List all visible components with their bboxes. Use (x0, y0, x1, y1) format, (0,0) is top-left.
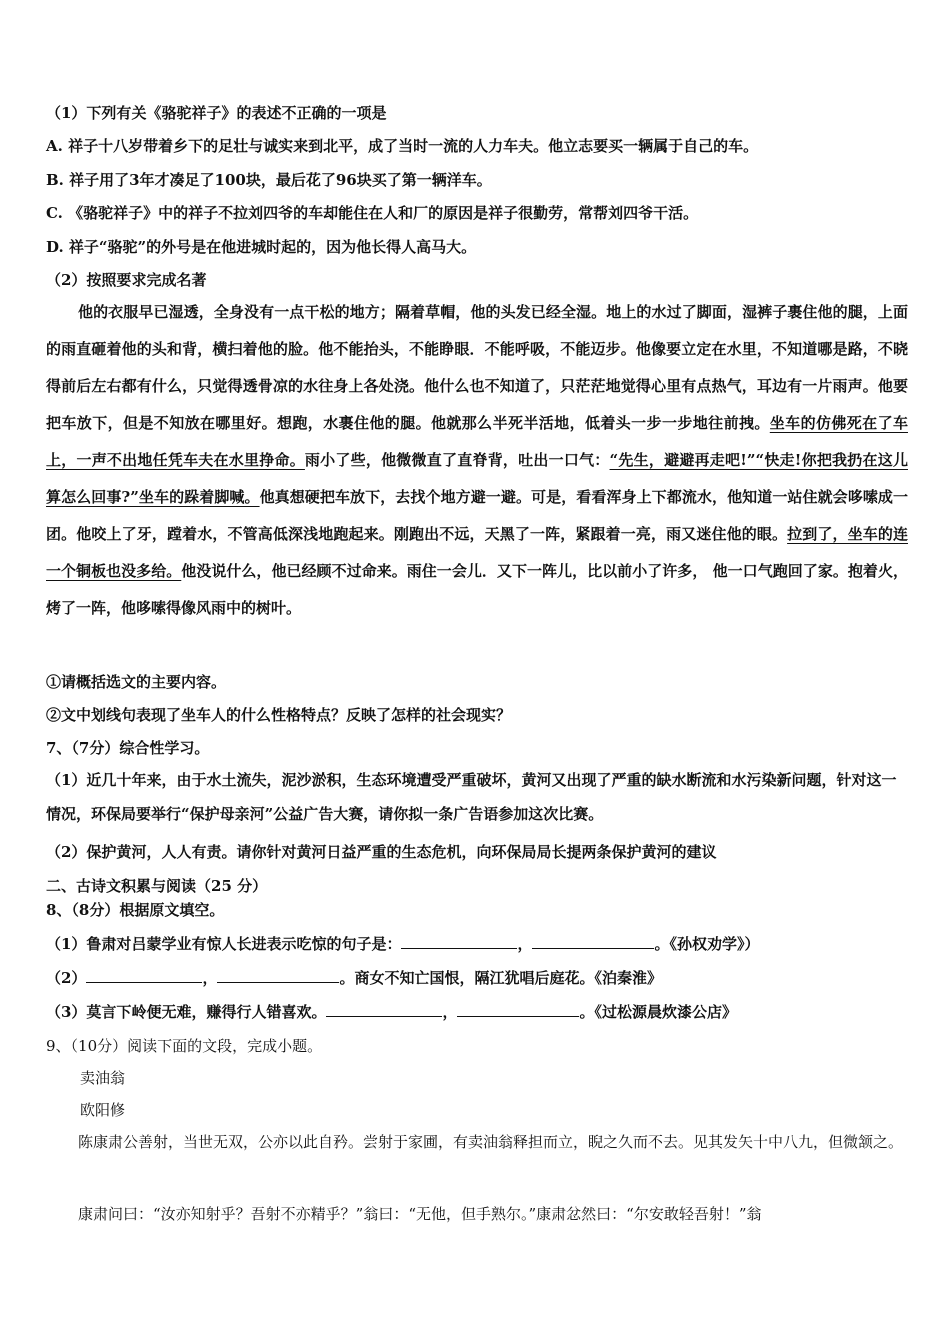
classical-text-author: 欧阳修 (80, 1101, 126, 1119)
answer-blank[interactable] (457, 1001, 579, 1017)
passage-text: 他的衣服早已湿透，全身没有一点干松的地方；隔着草帽，他的头发已经全湿。地上的水过了脚面，湿裤子裹住他的腿，上面的雨直砸着他的头和背，横扫着他的脸。他不能抬头，不能睁眼．不能呼吸，不能迈步。他像要立定在水里，不知道哪是路，不晓得前后左右都有什么，只觉得透骨凉的水往身上各处浇。他什么也不知道了，只茫茫地觉得心里有点热气，耳边有一片雨声。他要把车放下，但是不知放在哪里好。想跑，水裹住他的腿。他就那么半死半活地，低着头一步一步地往前拽。 (46, 303, 908, 432)
novel-passage (46, 294, 908, 627)
q8-line-1-source: 。《孙权劝学》） (654, 935, 760, 953)
q6-part1-title: （1）下列有关《骆驼祥子》的表述不正确的一项是 (46, 104, 387, 122)
answer-blank[interactable] (326, 1001, 442, 1017)
task-1: ①请概括选文的主要内容。 (46, 673, 227, 691)
answer-blank[interactable] (217, 967, 339, 983)
q8-title: 8、（8分）根据原文填空。 (46, 901, 225, 919)
answer-blank[interactable] (86, 967, 202, 983)
underlined-sentence-2: “先生，避避再走吧!”“快走!你把我扔在这儿算怎么回事?”坐车的跺着脚喊。 (46, 451, 908, 506)
section-2-title: 二、古诗文积累与阅读（25 分） (46, 877, 268, 895)
task-2: ②文中划线句表现了坐车人的什么性格特点？反映了怎样的社会现实？ (46, 706, 512, 724)
q7-part1: （1）近几十年来，由于水土流失，泥沙淤积，生态环境遭受严重破坏，黄河又出现了严重的缺水断流和水污染新问题，针对这一情况，环保局要举行“保护母亲河”公益广告大赛，请你拟一条广告语参加这次比赛。 (46, 771, 897, 823)
answer-blank[interactable] (532, 933, 654, 949)
comma: ， (517, 935, 533, 953)
q8-line-2-source: 。商女不知亡国恨，隔江犹唱后庭花。《泊秦淮》 (339, 969, 662, 987)
q8-line-1 (46, 933, 906, 954)
classical-text-title: 卖油翁 (80, 1069, 126, 1087)
passage-text: 他真想硬把车放下，去找个地方避一避。可是，看看浑身上下都流水，他知道一站住就会哆嗦成一团。他咬上了牙，蹚着水，不管高低深浅地跑起来。刚跑出不远，天黑了一阵，紧跟着一亮，雨又迷住他的眼。 (46, 488, 908, 543)
classical-paragraph-2: 康肃问曰：“汝亦知射乎？吾射不亦精乎？”翁曰：“无他，但手熟尔。”康肃忿然曰：“尔安敢轻吾射！”翁 (78, 1205, 762, 1223)
passage-text: 雨小了些，他微微直了直脊背，吐出一口气： (304, 451, 610, 469)
comma: ， (442, 1003, 458, 1021)
q9-title: 9、（10分）阅读下面的文段，完成小题。 (46, 1037, 323, 1055)
q8-line-2 (46, 967, 906, 988)
underlined-sentence-3: 拉到了，坐车的连一个铜板也没多给。 (46, 525, 908, 580)
q8-line-2-prompt: （2） (46, 969, 87, 987)
passage-text: 他没说什么，他已经顾不过命来。雨住一会儿．又下一阵儿，比以前小了许多， 他一口气跑回了家。抱着火，烤了一阵，他哆嗦得像风雨中的树叶。 (46, 562, 908, 617)
option-a: A. 祥子十八岁带着乡下的足壮与诚实来到北平，成了当时一流的人力车夫。他立志要买一辆属于自己的车。 (46, 137, 759, 155)
q8-line-3-prompt: （3）莫言下岭便无难，赚得行人错喜欢。 (46, 1003, 327, 1021)
answer-blank[interactable] (401, 933, 517, 949)
underlined-sentence-1: 坐车的仿佛死在了车上，一声不出地任凭车夫在水里挣命。 (46, 414, 908, 469)
q7-title: 7、（7分）综合性学习。 (46, 739, 210, 757)
comma: ， (202, 969, 218, 987)
q8-line-3-source: 。《过松源晨炊漆公店》 (579, 1003, 737, 1021)
option-b: B. 祥子用了3年才凑足了100块，最后花了96块买了第一辆洋车。 (46, 171, 492, 189)
option-d: D. 祥子“骆驼”的外号是在他进城时起的，因为他长得人高马大。 (46, 238, 477, 256)
classical-paragraph-1: 陈康肃公善射，当世无双，公亦以此自矜。尝射于家圃，有卖油翁释担而立，睨之久而不去。见其发矢十中八九，但微颔之。 (78, 1133, 904, 1151)
q8-line-1-prompt: （1）鲁肃对吕蒙学业有惊人长进表示吃惊的句子是： (46, 935, 402, 953)
q7-part2: （2）保护黄河，人人有责。请你针对黄河日益严重的生态危机，向环保局局长提两条保护黄河的建议 (46, 843, 717, 861)
q8-line-3 (46, 1001, 906, 1022)
option-c: C. 《骆驼祥子》中的祥子不拉刘四爷的车却能住在人和厂的原因是祥子很勤劳，常帮刘四爷干活。 (46, 204, 699, 222)
q6-part2-title: （2）按照要求完成名著 (46, 271, 207, 289)
